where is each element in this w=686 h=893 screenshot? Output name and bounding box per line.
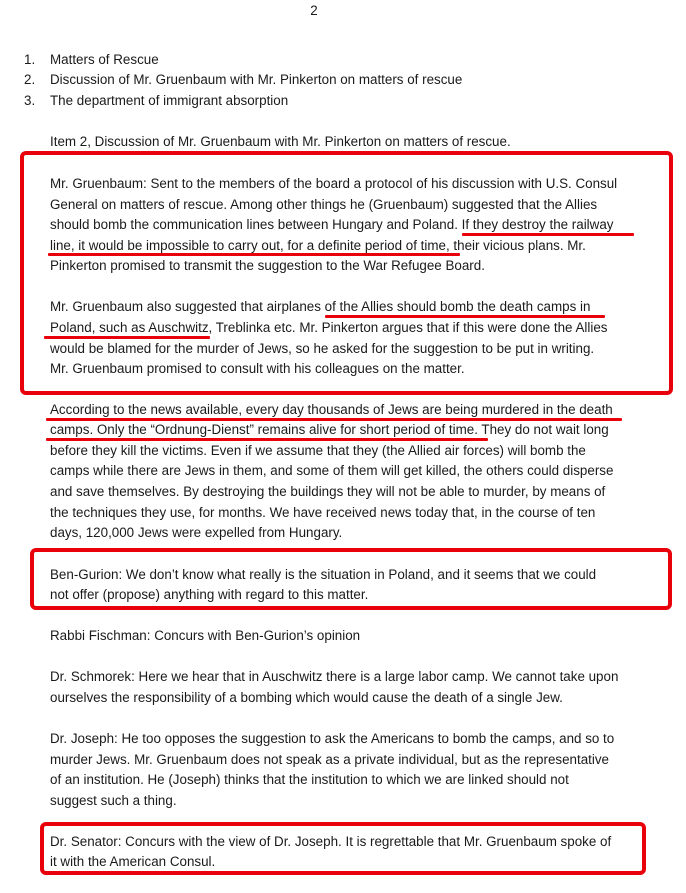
agenda-number: 3. (24, 93, 36, 108)
text-line: murder Jews. Mr. Gruenbaum does not speak as a private individual, but as the representative (50, 752, 609, 767)
text-line: Pinkerton promised to transmit the suggestion to the War Refugee Board. (50, 258, 485, 273)
text-line: General on matters of rescue. Among other things he (Gruenbaum) suggested that the Allies (50, 197, 598, 212)
text-line: According to the news available, every day thousands of Jews are being murdered in the death (50, 402, 613, 417)
agenda-item: The department of immigrant absorption (50, 93, 289, 108)
text-line: Mr. Gruenbaum promised to consult with his colleagues on the matter. (50, 361, 465, 376)
text-line: should bomb the communication lines between Hungary and Poland. If they destroy the railway (50, 217, 614, 232)
text-line: of an institution. He (Joseph) thinks that the institution to which we are linked should not (50, 772, 569, 787)
agenda-item: Matters of Rescue (50, 52, 159, 67)
text-line: camps while there are Jews in them, and some of them will get killed, the others could disperse (50, 463, 614, 478)
text-line: and save themselves. By destroying the buildings they will not be able to murder, by means of (50, 484, 606, 499)
text-line: it with the American Consul. (50, 854, 216, 869)
text-line: Mr. Gruenbaum: Sent to the members of the board a protocol of his discussion with U.S. Consul (50, 176, 618, 191)
agenda-number: 2. (24, 72, 36, 87)
text-line: would be blamed for the murder of Jews, so he asked for the suggestion to be put in writing. (50, 341, 595, 356)
red-underline (325, 315, 605, 318)
text-line: Mr. Gruenbaum also suggested that airplanes of the Allies should bomb the death camps in (50, 299, 591, 314)
text-line: Dr. Schmorek: Here we hear that in Auschwitz there is a large labor camp. We cannot take upon (50, 669, 619, 684)
agenda-item: Discussion of Mr. Gruenbaum with Mr. Pinkerton on matters of rescue (50, 72, 463, 87)
text-line: not offer (propose) anything with regard to this matter. (50, 587, 369, 602)
text-line: Poland, such as Auschwitz, Treblinka etc. Mr. Pinkerton argues that if this were done the Allies (50, 320, 608, 335)
text-line: camps. Only the “Ordnung-Dienst” remains alive for short period of time. They do not wait long (50, 422, 609, 437)
text-line: suggest such a thing. (50, 793, 177, 808)
text-line: before they kill the victims. Even if we assume that they (the Allied air forces) will bomb the (50, 443, 586, 458)
red-underline (44, 336, 210, 339)
text-line: Ben-Gurion: We don’t know what really is the situation in Poland, and it seems that we could (50, 567, 597, 582)
text-line: days, 120,000 Jews were expelled from Hungary. (50, 525, 343, 540)
red-underline (462, 233, 634, 236)
page-number: 2 (310, 3, 318, 18)
text-line: Rabbi Fischman: Concurs with Ben-Gurion’s opinion (50, 628, 361, 643)
text-line: Dr. Senator: Concurs with the view of Dr. Joseph. It is regrettable that Mr. Gruenbaum spoke of (50, 834, 612, 849)
text-line: ourselves the responsibility of a bombing which would cause the death of a single Jew. (50, 690, 563, 705)
text-line: Dr. Joseph: He too opposes the suggestion to ask the Americans to bomb the camps, and so to (50, 731, 615, 746)
text-line: line, it would be impossible to carry out, for a definite period of time, their vicious plans. Mr. (50, 238, 586, 253)
red-underline (46, 438, 488, 441)
item-heading: Item 2, Discussion of Mr. Gruenbaum with Mr. Pinkerton on matters of rescue. (50, 134, 511, 149)
red-underline (46, 418, 622, 421)
red-underline (48, 253, 460, 256)
agenda-number: 1. (24, 52, 36, 67)
text-line: the techniques they use, for months. We have received news today that, in the course of ten (50, 505, 596, 520)
